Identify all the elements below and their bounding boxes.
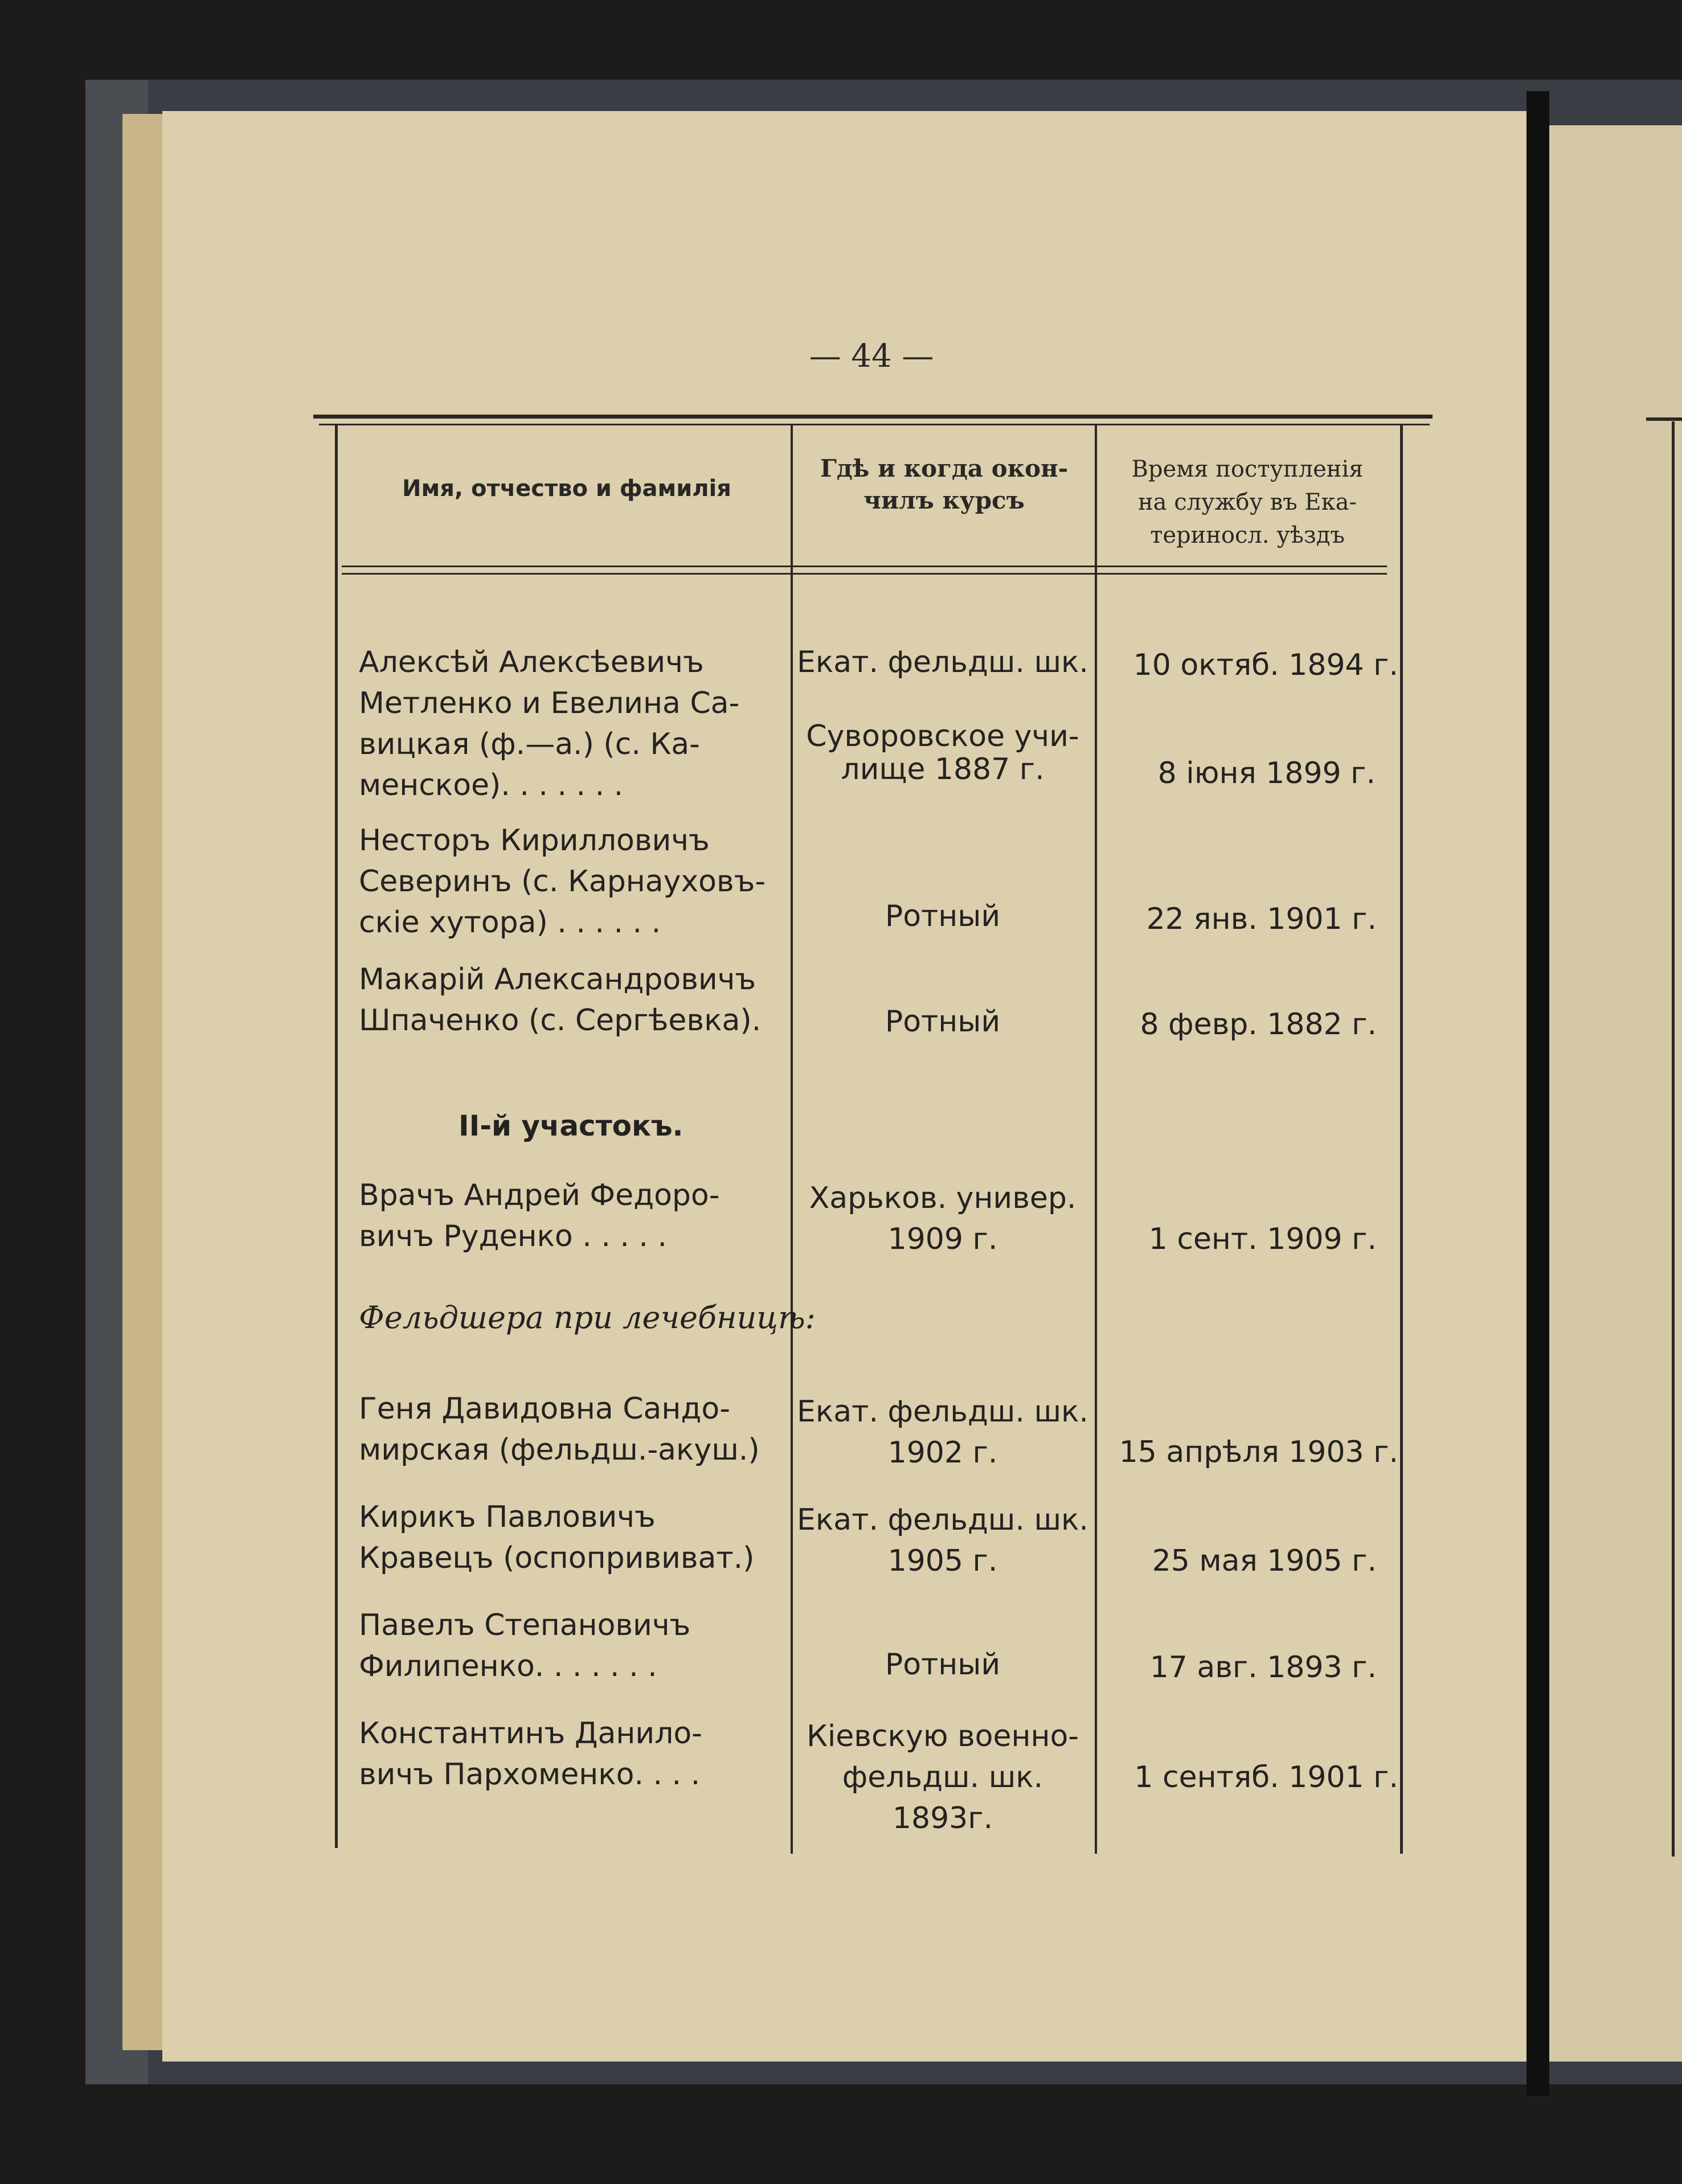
header-rule-2 [342,573,1387,575]
header-course [795,453,1094,517]
entry-name: Несторъ Кирилловичъ Северинъ (с. Карнауховъ- скіе хутора) . . . . . . [359,823,766,940]
entry-name: Константинъ Данило- вичъ Пархоменко. . . . [359,1716,702,1792]
header-service-start-line: Время поступленія [1131,456,1364,482]
entry-course: Екат. фельдш. шк. 1905 г. [797,1503,1088,1578]
entry-date: 8 февр. 1882 г. [1140,1007,1377,1042]
entry-course: Кіевскую военно- фельдш. шк. 1893г. [806,1719,1079,1835]
next-page [1549,125,1682,2062]
page-number: — 44 — [809,338,934,375]
entry-course: лище 1887 г. [841,752,1045,786]
page-edges [122,114,162,2050]
entry-name: Кирикъ Павловичъ Кравецъ (оспопрививат.) [359,1500,755,1575]
table-left-border [335,424,338,1848]
entry-name: Алексѣй Алексѣевичъ Метленко и Евелина Са- вицкая (ф.—а.) (с. Ка- менское). . . . . . . [359,645,740,802]
header-service-start-line: териносл. уѣздъ [1150,522,1345,548]
section-heading: II-й участокъ. [459,1109,684,1142]
entry-name: Геня Давидовна Сандо- мирская (фельдш.-акуш.) [359,1392,760,1467]
entry-date: 15 апрѣля 1903 г. [1119,1435,1398,1469]
entry-date: 22 янв. 1901 г. [1146,902,1377,936]
header-rule-1 [342,566,1387,567]
entry-name: Врачъ Андрей Федоро- вичъ Руденко . . . . . [359,1178,720,1253]
entry-course: Ротный [885,899,1001,933]
entry-date: 1 сент. 1909 г. [1148,1222,1377,1256]
entry-course: Екат. фельдш. шк. 1902 г. [797,1395,1088,1470]
entry-course: Екат. фельдш. шк. [797,645,1088,679]
entry-date: 8 іюня 1899 г. [1157,756,1376,790]
entry-course: Ротный [885,1005,1001,1039]
subsection-heading: Фельдшера при лечебницѣ: [359,1300,816,1335]
entry-course: Ротный [885,1648,1001,1682]
entry-date: 25 мая 1905 г. [1152,1544,1377,1578]
entry-date: 1 сентяб. 1901 г. [1134,1760,1398,1794]
header-course-line: Гдѣ и когда окон- [820,454,1069,482]
entry-name: Павелъ Степановичъ Филипенко. . . . . . . [359,1608,691,1683]
book-gutter [1527,91,1549,2096]
column-divider-1 [791,424,793,1854]
header-service-start-line: на службу въ Ека- [1138,489,1357,515]
entry-date: 10 октяб. 1894 г. [1133,648,1398,682]
entry-date: 17 авг. 1893 г. [1149,1650,1377,1685]
header-course-line: чилъ курсъ [863,486,1025,514]
entry-course: Харьков. универ. 1909 г. [809,1181,1077,1256]
column-divider-2 [1095,424,1097,1854]
next-page-column-line [1672,421,1675,1857]
table-right-border [1400,424,1403,1854]
entry-course: Суворовское учи- [806,719,1079,753]
header-name: Имя, отчество и фамилія [402,476,731,502]
table-top-rule-thick [313,415,1433,419]
entry-name: Макарій Александровичъ Шпаченко (с. Сергѣевка). [359,962,762,1038]
next-page-rule [1646,417,1682,421]
table-top-rule-thin [319,424,1430,425]
header-service-start [1099,453,1395,552]
